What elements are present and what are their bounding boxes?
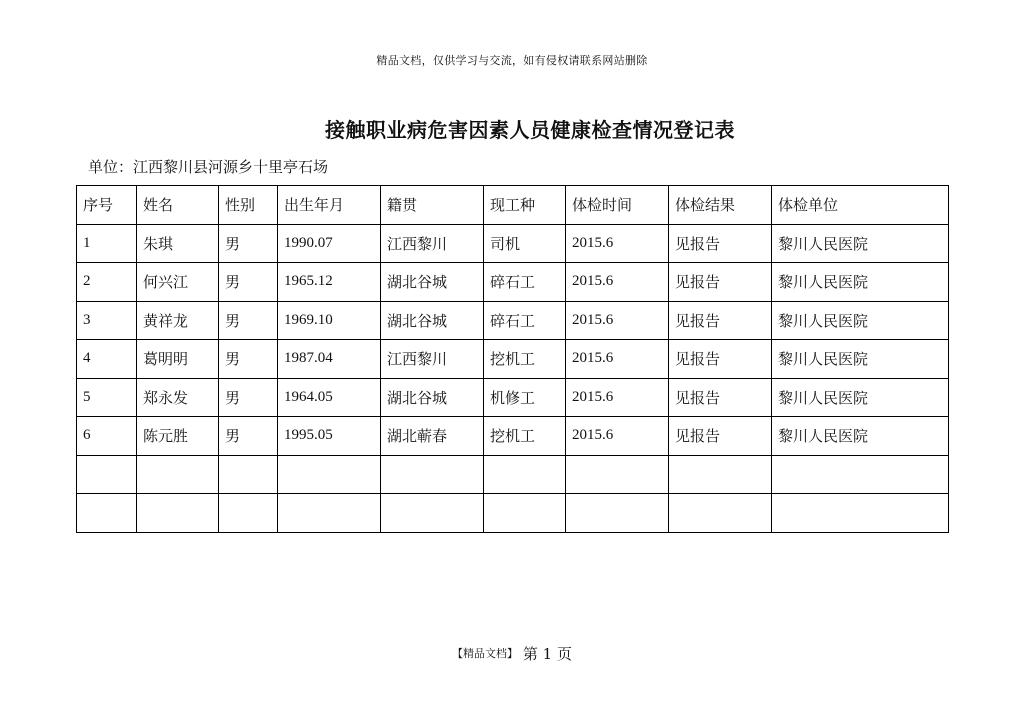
cell-exam-unit bbox=[772, 455, 949, 494]
column-header-gender: 性别 bbox=[219, 186, 278, 225]
cell-seq: 5 bbox=[77, 378, 137, 417]
cell-job: 机修工 bbox=[484, 378, 566, 417]
cell-exam-date: 2015.6 bbox=[566, 224, 669, 263]
cell-job: 碎石工 bbox=[484, 301, 566, 340]
column-header-origin: 籍贯 bbox=[381, 186, 484, 225]
cell-origin: 江西黎川 bbox=[381, 340, 484, 379]
health-check-register-table bbox=[76, 185, 949, 533]
cell-birth: 1990.07 bbox=[278, 224, 381, 263]
cell-seq: 2 bbox=[77, 263, 137, 302]
cell-exam-date: 2015.6 bbox=[566, 263, 669, 302]
cell-seq: 6 bbox=[77, 417, 137, 456]
cell-exam-unit: 黎川人民医院 bbox=[772, 417, 949, 456]
cell-exam-result: 见报告 bbox=[669, 263, 772, 302]
cell-exam-unit: 黎川人民医院 bbox=[772, 263, 949, 302]
cell-seq: 4 bbox=[77, 340, 137, 379]
cell-name: 陈元胜 bbox=[137, 417, 219, 456]
table-row-empty bbox=[77, 494, 949, 533]
page-footer bbox=[0, 643, 1024, 664]
cell-birth bbox=[278, 494, 381, 533]
column-header-job: 现工种 bbox=[484, 186, 566, 225]
cell-birth: 1995.05 bbox=[278, 417, 381, 456]
cell-origin bbox=[381, 494, 484, 533]
cell-origin: 湖北谷城 bbox=[381, 301, 484, 340]
footer-label: 【精品文档】 bbox=[452, 647, 519, 660]
cell-exam-unit: 黎川人民医院 bbox=[772, 224, 949, 263]
cell-birth: 1965.12 bbox=[278, 263, 381, 302]
column-header-name: 姓名 bbox=[137, 186, 219, 225]
cell-seq bbox=[77, 455, 137, 494]
cell-seq bbox=[77, 494, 137, 533]
cell-seq: 1 bbox=[77, 224, 137, 263]
cell-exam-result bbox=[669, 455, 772, 494]
cell-origin: 湖北谷城 bbox=[381, 378, 484, 417]
cell-name: 葛明明 bbox=[137, 340, 219, 379]
cell-name: 郑永发 bbox=[137, 378, 219, 417]
cell-exam-date bbox=[566, 455, 669, 494]
cell-name: 何兴江 bbox=[137, 263, 219, 302]
cell-name bbox=[137, 494, 219, 533]
cell-gender bbox=[219, 455, 278, 494]
header-note: 精品文档，仅供学习与交流，如有侵权请联系网站删除 bbox=[376, 54, 648, 67]
cell-job: 碎石工 bbox=[484, 263, 566, 302]
cell-gender: 男 bbox=[219, 417, 278, 456]
cell-gender bbox=[219, 494, 278, 533]
cell-birth: 1969.10 bbox=[278, 301, 381, 340]
cell-exam-result: 见报告 bbox=[669, 340, 772, 379]
cell-birth bbox=[278, 455, 381, 494]
cell-exam-result bbox=[669, 494, 772, 533]
cell-origin: 湖北谷城 bbox=[381, 263, 484, 302]
cell-exam-date: 2015.6 bbox=[566, 378, 669, 417]
cell-exam-date: 2015.6 bbox=[566, 340, 669, 379]
column-header-exam-unit: 体检单位 bbox=[772, 186, 949, 225]
table-row bbox=[77, 417, 949, 456]
page-suffix: 页 bbox=[556, 645, 572, 663]
document-title: 接触职业病危害因素人员健康检查情况登记表 bbox=[325, 118, 735, 142]
cell-exam-unit bbox=[772, 494, 949, 533]
cell-exam-result: 见报告 bbox=[669, 301, 772, 340]
cell-birth: 1964.05 bbox=[278, 378, 381, 417]
cell-name: 黄祥龙 bbox=[137, 301, 219, 340]
cell-origin bbox=[381, 455, 484, 494]
table-row bbox=[77, 263, 949, 302]
cell-job: 司机 bbox=[484, 224, 566, 263]
cell-exam-unit: 黎川人民医院 bbox=[772, 340, 949, 379]
cell-exam-date: 2015.6 bbox=[566, 417, 669, 456]
table-row bbox=[77, 340, 949, 379]
table-row bbox=[77, 301, 949, 340]
cell-exam-date bbox=[566, 494, 669, 533]
table-row-empty bbox=[77, 455, 949, 494]
cell-exam-result: 见报告 bbox=[669, 417, 772, 456]
cell-name: 朱琪 bbox=[137, 224, 219, 263]
cell-job bbox=[484, 455, 566, 494]
cell-exam-unit: 黎川人民医院 bbox=[772, 378, 949, 417]
cell-gender: 男 bbox=[219, 263, 278, 302]
cell-job: 挖机工 bbox=[484, 340, 566, 379]
column-header-exam-result: 体检结果 bbox=[669, 186, 772, 225]
cell-exam-result: 见报告 bbox=[669, 224, 772, 263]
page-number: 1 bbox=[542, 645, 553, 663]
table-header-row bbox=[77, 186, 949, 225]
cell-job bbox=[484, 494, 566, 533]
cell-origin: 江西黎川 bbox=[381, 224, 484, 263]
cell-gender: 男 bbox=[219, 378, 278, 417]
cell-gender: 男 bbox=[219, 301, 278, 340]
cell-name bbox=[137, 455, 219, 494]
column-header-seq: 序号 bbox=[77, 186, 137, 225]
cell-exam-unit: 黎川人民医院 bbox=[772, 301, 949, 340]
page-prefix: 第 bbox=[522, 645, 538, 663]
cell-exam-result: 见报告 bbox=[669, 378, 772, 417]
cell-exam-date: 2015.6 bbox=[566, 301, 669, 340]
cell-origin: 湖北蕲春 bbox=[381, 417, 484, 456]
cell-job: 挖机工 bbox=[484, 417, 566, 456]
table-row bbox=[77, 224, 949, 263]
cell-seq: 3 bbox=[77, 301, 137, 340]
table-row bbox=[77, 378, 949, 417]
cell-birth: 1987.04 bbox=[278, 340, 381, 379]
cell-gender: 男 bbox=[219, 224, 278, 263]
column-header-exam-date: 体检时间 bbox=[566, 186, 669, 225]
unit-line: 单位：江西黎川县河源乡十里亭石场 bbox=[88, 158, 329, 176]
cell-gender: 男 bbox=[219, 340, 278, 379]
column-header-birth: 出生年月 bbox=[278, 186, 381, 225]
